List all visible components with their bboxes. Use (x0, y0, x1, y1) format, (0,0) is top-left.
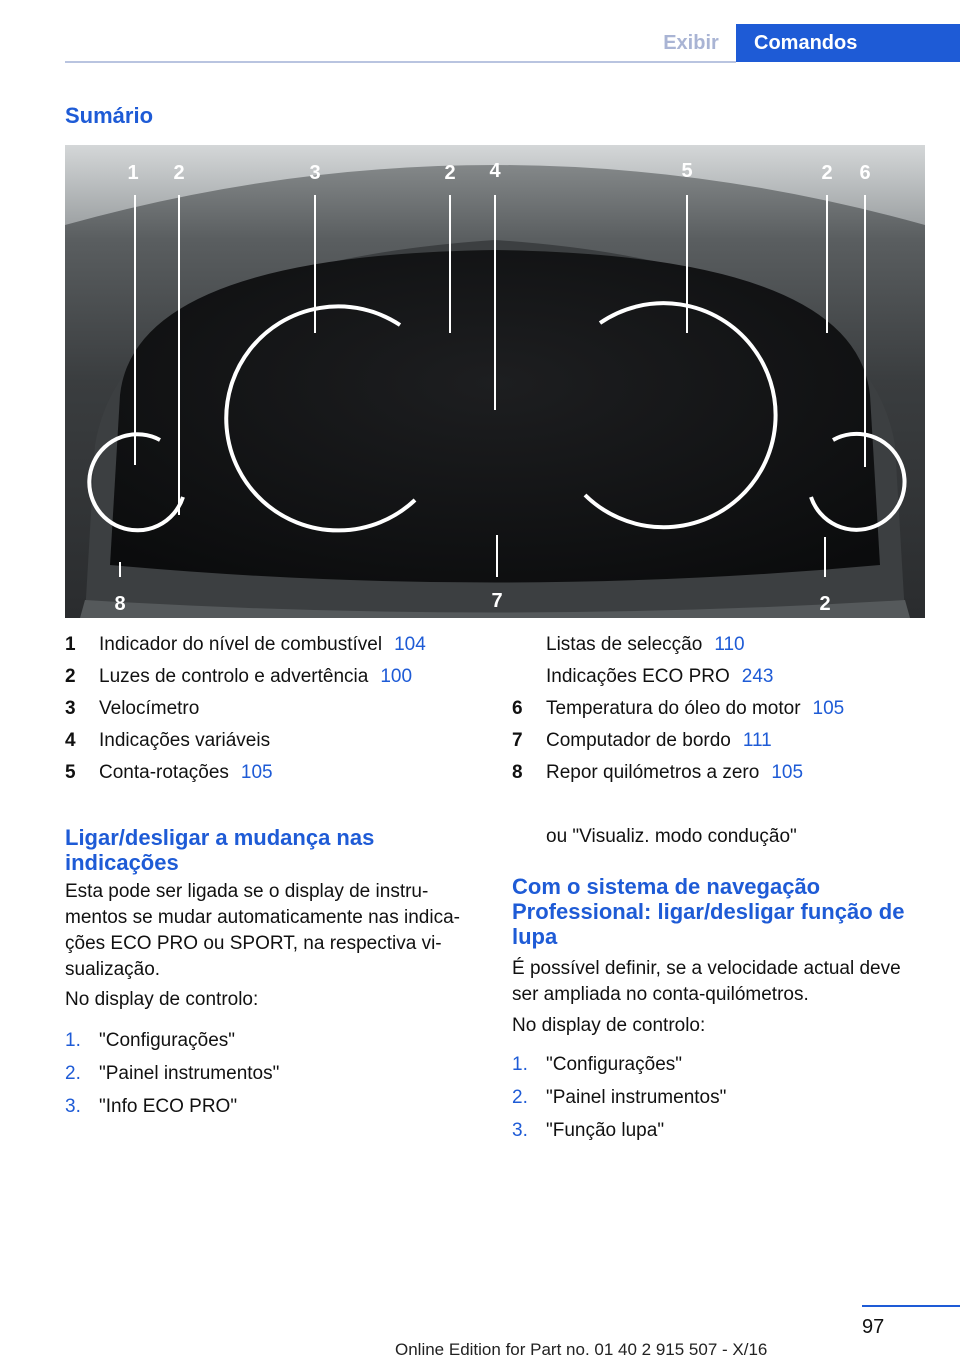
list-item: 3 Velocímetro (65, 698, 200, 719)
tab-exibir[interactable]: Exibir (663, 32, 719, 54)
callout-2b: 2 (444, 162, 456, 184)
control-display-label: No display de controlo: (65, 989, 259, 1010)
list-item: 5 Conta-rotações 105 (65, 762, 273, 783)
page-number: 97 (862, 1316, 885, 1338)
list-item: 1. "Configurações" (512, 1054, 683, 1075)
control-display-label: No display de controlo: (512, 1015, 706, 1036)
instrument-cluster-figure (65, 145, 925, 618)
page-ref-link[interactable]: 105 (812, 698, 845, 719)
steps-list (65, 1024, 485, 1123)
footer-rule (862, 1305, 960, 1307)
page-ref-link[interactable]: 111 (742, 730, 772, 751)
legend-right (512, 629, 932, 789)
page-ref-link[interactable]: 243 (741, 666, 774, 687)
list-item: 3. "Função lupa" (512, 1120, 665, 1141)
callout-3: 3 (309, 162, 321, 184)
page-ref-link[interactable]: 100 (380, 666, 413, 687)
list-item: Listas de selecção 110 (546, 634, 745, 655)
callout-2c: 2 (821, 162, 833, 184)
callout-8: 8 (114, 593, 126, 615)
callout-2d: 2 (819, 593, 831, 615)
legend-left (65, 629, 485, 789)
section-heading-lupa: Com o sistema de navegação Professional: ligar/desligar função de lupa (512, 874, 905, 949)
section-paragraph: Esta pode ser ligada se o display de instru- mentos se mudar automaticamente nas indica- ções ECO PRO ou SPORT, na respectiva vi- sualização. (65, 881, 460, 980)
list-item: 4 Indicações variáveis (65, 730, 271, 751)
list-item: 2 Luzes de controlo e advertência 100 (65, 666, 413, 687)
section-title: Sumário (65, 103, 154, 128)
header-rule (65, 61, 736, 63)
list-item: 3. "Info ECO PRO" (65, 1096, 238, 1117)
edition-footer: Online Edition for Part no. 01 40 2 915 507 - X/16 (395, 1340, 768, 1359)
list-item: Indicações ECO PRO 243 (546, 666, 774, 687)
callout-2a: 2 (173, 162, 185, 184)
list-item: 6 Temperatura do óleo do motor 105 (512, 698, 845, 719)
callout-7: 7 (491, 590, 503, 612)
list-item: 7 Computador de bordo 111 (512, 730, 772, 751)
page-ref-link[interactable]: 105 (771, 762, 804, 783)
section-heading-mudanca: Ligar/desligar a mudança nas indicações (65, 825, 375, 875)
list-item: 1. "Configurações" (65, 1030, 236, 1051)
tab-comandos[interactable]: Comandos (736, 24, 960, 62)
callout-1: 1 (127, 162, 139, 184)
list-item: 1 Indicador do nível de combustível 104 (65, 634, 426, 655)
step-continuation: ou "Visualiz. modo condução" (546, 826, 797, 847)
steps-list (512, 1048, 932, 1147)
page-ref-link[interactable]: 104 (394, 634, 426, 655)
page-ref-link[interactable]: 110 (714, 634, 745, 655)
callout-5: 5 (681, 160, 693, 182)
list-item: 8 Repor quilómetros a zero 105 (512, 762, 804, 783)
page-ref-link[interactable]: 105 (240, 762, 273, 783)
callout-6: 6 (859, 162, 871, 184)
list-item: 2. "Painel instrumentos" (65, 1063, 280, 1084)
list-item: 2. "Painel instrumentos" (512, 1087, 727, 1108)
section-paragraph: É possível definir, se a velocidade actual deve ser ampliada no conta-quilómetros. (512, 958, 901, 1005)
callout-4: 4 (489, 160, 501, 182)
